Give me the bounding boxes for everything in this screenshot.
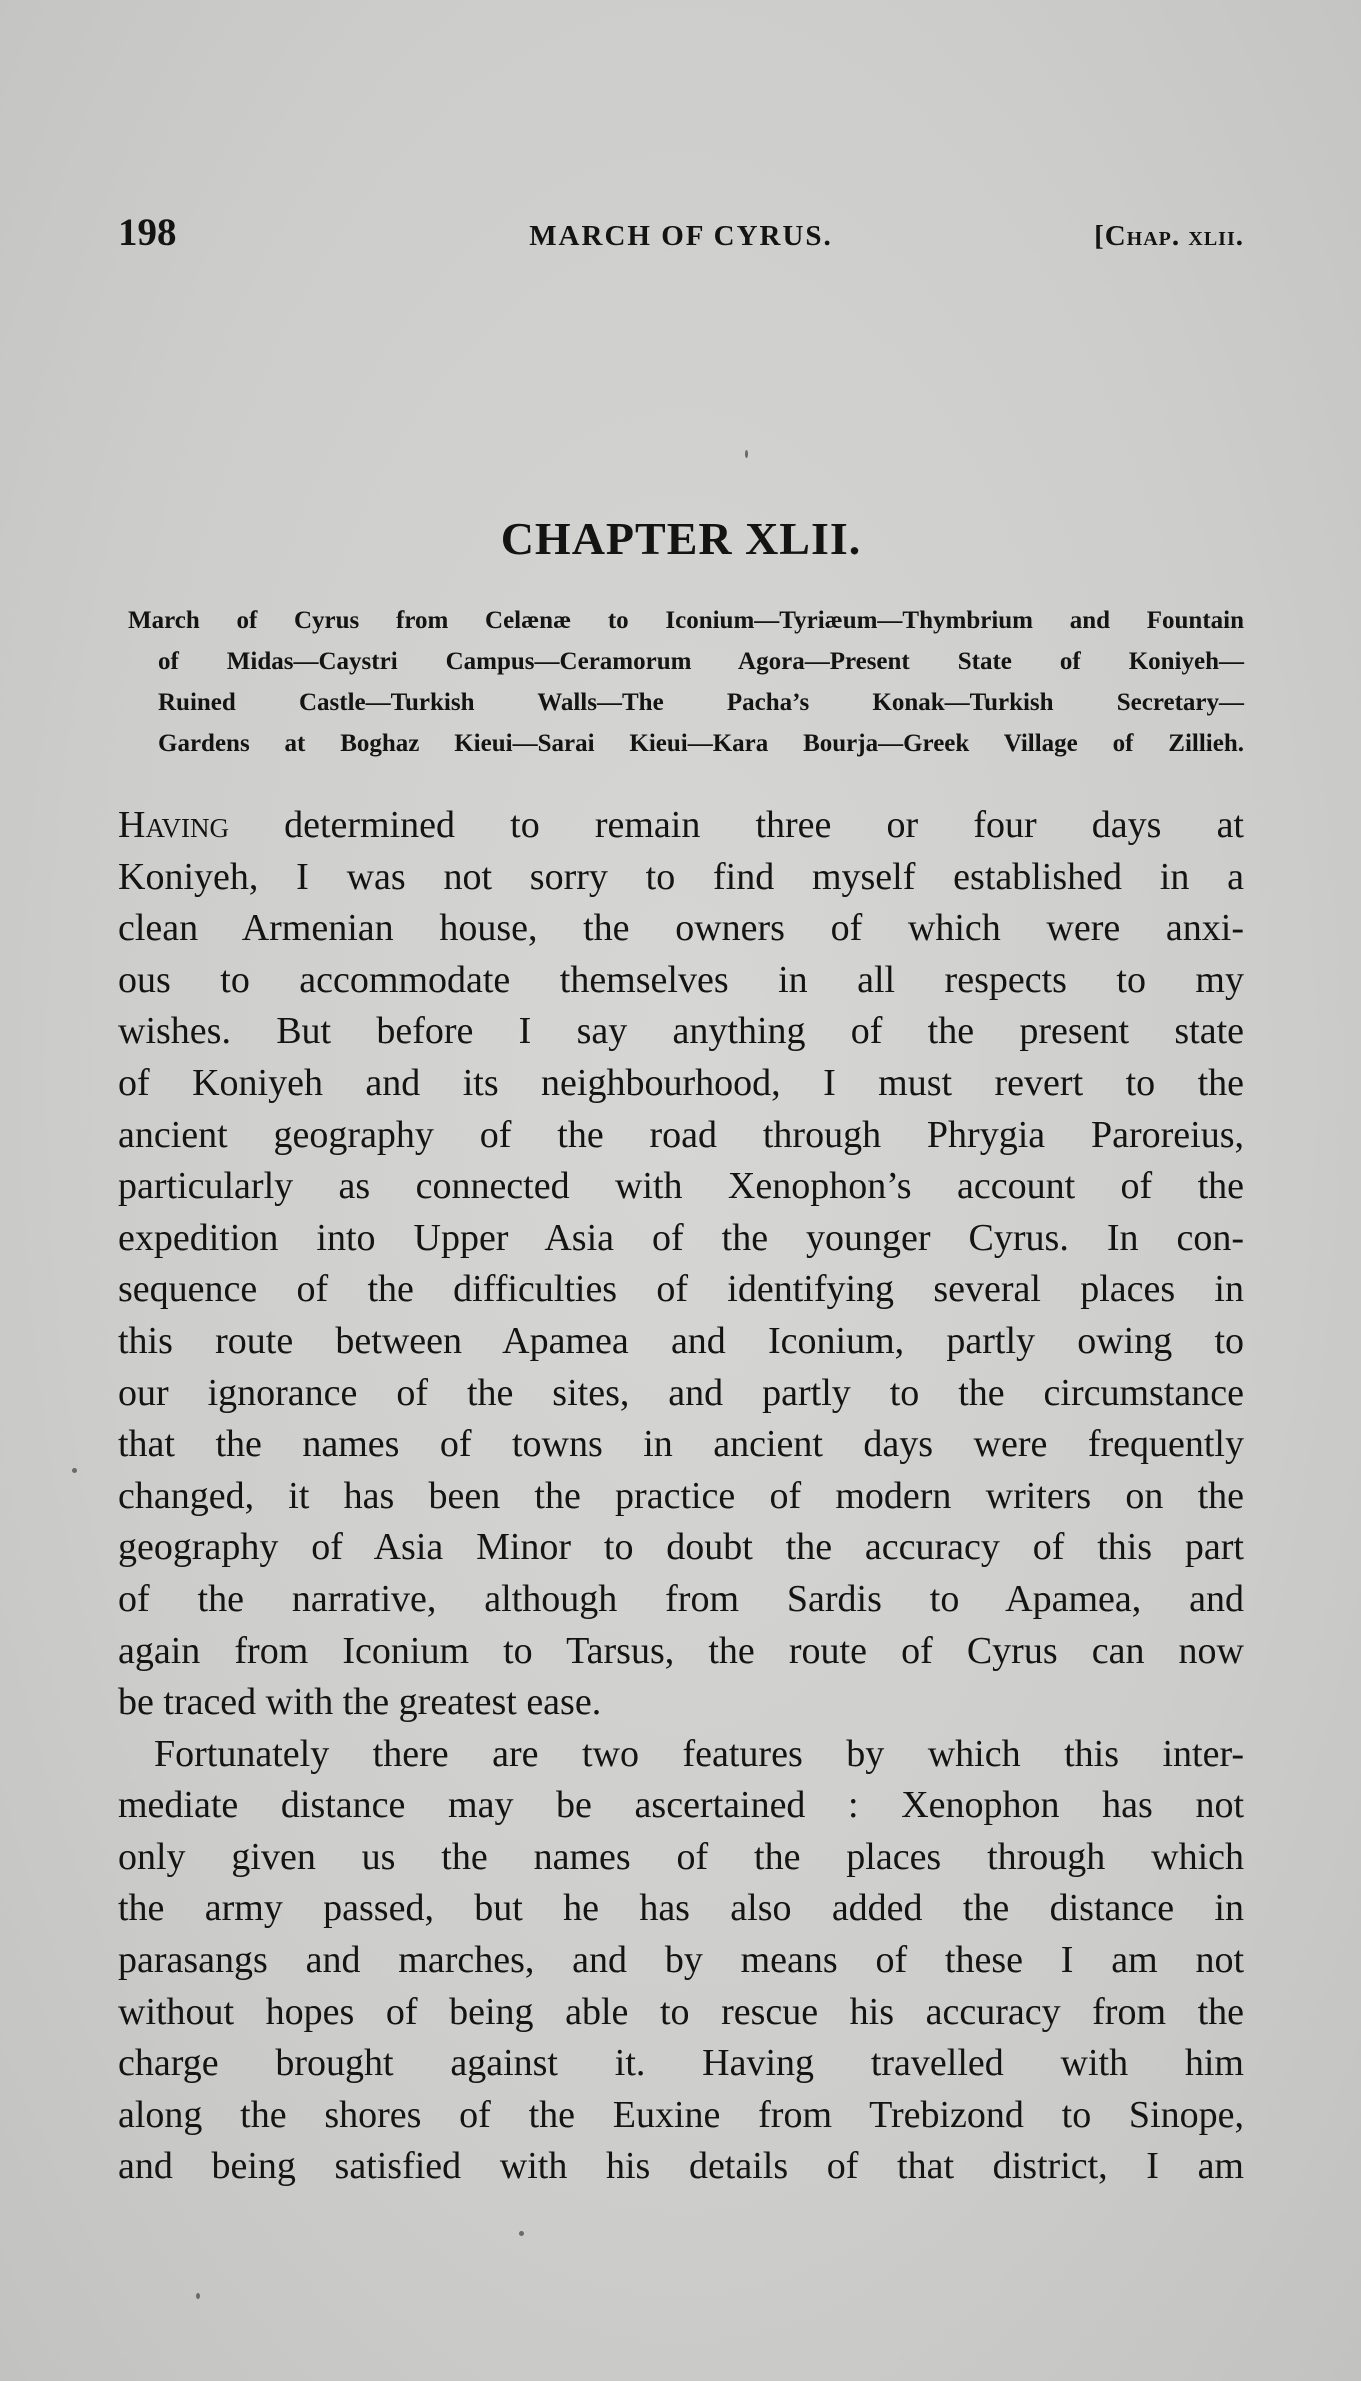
text-line: ous to accommodate themselves in all respects to my: [118, 958, 1244, 1001]
text-line: ancient geography of the road through Phrygia Paroreius,: [118, 1113, 1244, 1156]
text-line: parasangs and marches, and by means of these I am not: [118, 1939, 1244, 1982]
text-line: of Koniyeh and its neighbourhood, I must revert to the: [118, 1061, 1244, 1104]
synopsis-line: Ruined Castle—Turkish Walls—The Pacha’s Konak—Turkish Secretary—: [158, 689, 1244, 716]
running-chapter-ref: [Chap. xlii.: [1094, 220, 1244, 252]
synopsis-line: Gardens at Boghaz Kieui—Sarai Kieui—Kara Bourja—Greek Village of Zillieh.: [158, 730, 1244, 757]
text-line: only given us the names of the places through which: [118, 1835, 1244, 1878]
running-title: MARCH OF CYRUS.: [529, 220, 833, 252]
ink-speck: [196, 2293, 200, 2299]
text-line: that the names of towns in ancient days were frequently: [118, 1423, 1244, 1466]
running-head: [118, 210, 1244, 260]
text-line: and being satisfied with his details of that district, I am: [118, 2145, 1244, 2188]
text-line: mediate distance may be ascertained : Xenophon has not: [118, 1784, 1244, 1827]
text-line: along the shores of the Euxine from Trebizond to Sinope,: [118, 2093, 1244, 2136]
text-line: charge brought against it. Having travelled with him: [118, 2042, 1244, 2085]
opening-word: Having: [118, 804, 229, 846]
text-line: changed, it has been the practice of modern writers on the: [118, 1474, 1244, 1517]
paragraph-1-first-line: [118, 800, 1244, 852]
synopsis-line: March of Cyrus from Celænæ to Iconium—Tyriæum—Thymbrium and Fountain: [128, 607, 1244, 634]
text-line: expedition into Upper Asia of the younger Cyrus. In con-: [118, 1216, 1244, 1259]
text-line: be traced with the greatest ease.: [118, 1681, 602, 1724]
ink-speck: [745, 450, 748, 458]
text-line: again from Iconium to Tarsus, the route of Cyrus can now: [118, 1629, 1244, 1672]
first-line-rest: determined to remain three or four days at: [228, 804, 1244, 846]
synopsis-line: of Midas—Caystri Campus—Ceramorum Agora—Present State of Koniyeh—: [158, 648, 1244, 675]
ink-speck: [519, 2231, 524, 2236]
text-line: particularly as connected with Xenophon’s account of the: [118, 1165, 1244, 1208]
text-line: the army passed, but he has also added the distance in: [118, 1887, 1244, 1930]
paragraph-2-first-line: Fortunately there are two features by which this inter-: [154, 1732, 1244, 1775]
text-line: without hopes of being able to rescue his accuracy from the: [118, 1990, 1244, 2033]
body-text: [118, 800, 1244, 2193]
chapter-synopsis: [128, 600, 1244, 764]
text-line: this route between Apamea and Iconium, partly owing to: [118, 1319, 1244, 1362]
page-number: 198: [118, 211, 177, 254]
text-line: geography of Asia Minor to doubt the accuracy of this part: [118, 1526, 1244, 1569]
text-line: our ignorance of the sites, and partly to the circumstance: [118, 1371, 1244, 1414]
chapter-title: CHAPTER XLII.: [500, 513, 862, 564]
text-line: sequence of the difficulties of identifying several places in: [118, 1268, 1244, 1311]
text-line: wishes. But before I say anything of the present state: [118, 1010, 1244, 1053]
text-line: of the narrative, although from Sardis to Apamea, and: [118, 1577, 1244, 1620]
text-line: Koniyeh, I was not sorry to find myself established in a: [118, 855, 1244, 898]
text-line: clean Armenian house, the owners of which were anxi-: [118, 907, 1244, 950]
ink-speck: [72, 1468, 77, 1473]
